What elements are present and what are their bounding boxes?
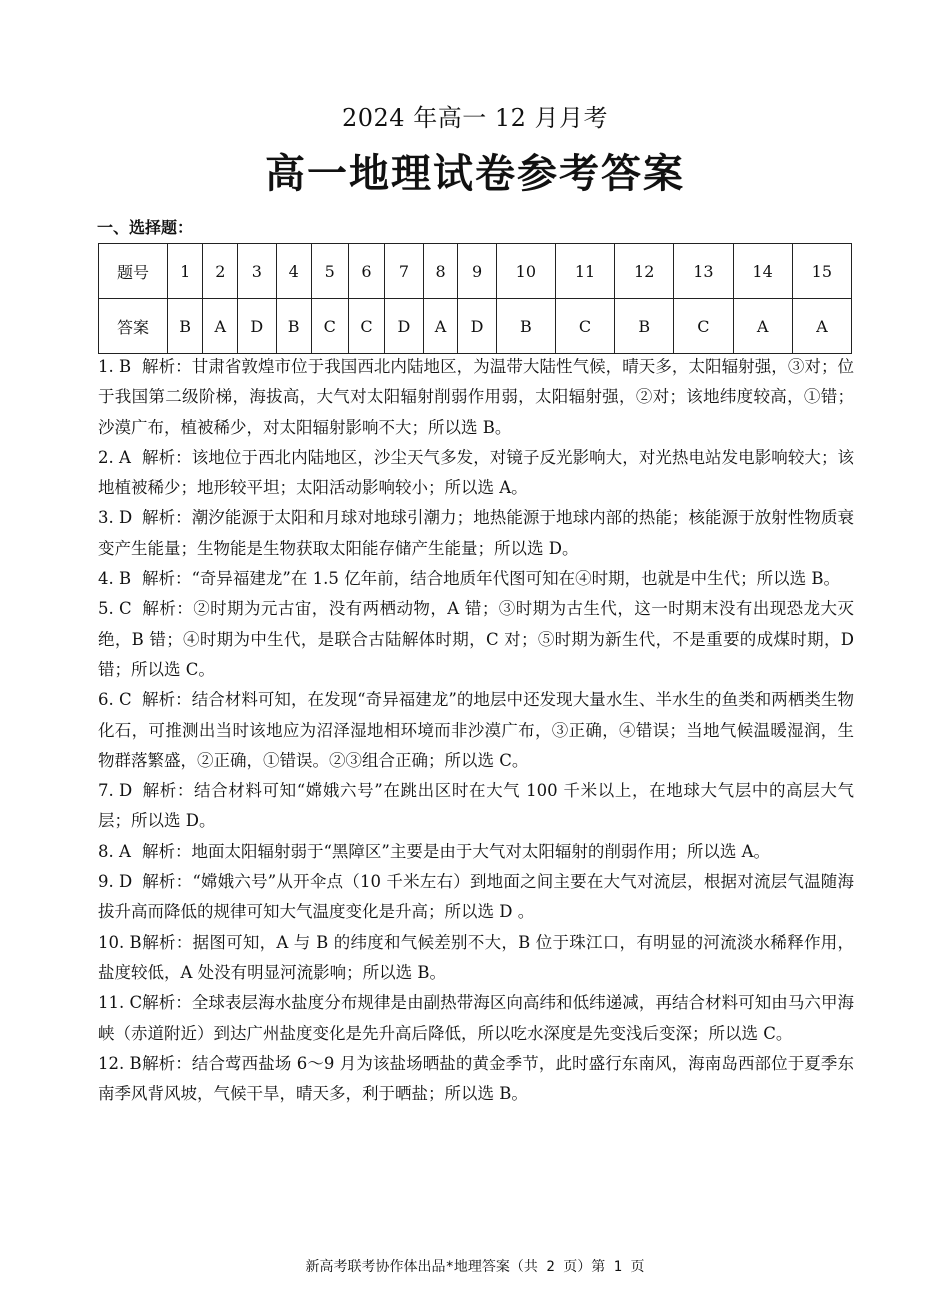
explanation-number: 1. B [98,357,132,376]
question-number-cell: 10 [496,244,555,299]
explanation-item [98,1049,854,1110]
explanation-item [98,443,854,504]
answer-cell: C [674,299,733,354]
question-number-row [99,244,852,299]
explanation-item [98,867,854,928]
explanation-text: 解析：潮汐能源于太阳和月球对地球引潮力；地热能源于地球内部的热能；核能源于放射性物质衰变产生能量；生物能是生物获取太阳能存储产生能量；所以选 D。 [98,508,854,558]
explanation-item [98,837,854,867]
explanation-text: 解析：甘肃省敦煌市位于我国西北内陆地区，为温带大陆性气候，晴天多，太阳辐射强，③对；位于我国第二级阶梯，海拔高，大气对太阳辐射削弱作用弱，太阳辐射强，②对；该地纬度较高，①错；沙漠广布，植被稀少，对太阳辐射影响不大；所以选 B。 [98,357,854,437]
answer-cell: A [423,299,458,354]
question-number-cell: 6 [348,244,385,299]
explanation-item [98,503,854,564]
explanation-number: 5. C [98,599,132,619]
answer-cell: B [168,299,203,354]
answer-row [99,299,852,354]
explanation-text: 解析：结合莺西盐场 6～9 月为该盐场晒盐的黄金季节，此时盛行东南风，海南岛西部位于夏季东南季风背风坡，气候干旱，晴天多，利于晒盐；所以选 B。 [98,1053,854,1104]
explanation-number: 11. C [98,993,143,1013]
answer-cell: B [496,299,555,354]
question-number-cell: 14 [733,244,792,299]
explanation-number: 10. B [98,932,142,952]
answer-cell: D [238,299,276,354]
question-number-cell: 15 [792,244,851,299]
page-title: 高一地理试卷参考答案 [265,151,685,197]
answer-cell: D [385,299,423,354]
question-number-cell: 3 [238,244,276,299]
explanation-item [98,685,854,776]
explanation-number: 12. B [98,1053,142,1073]
answer-cell: D [458,299,496,354]
explanation-text: 解析：该地位于西北内陆地区，沙尘天气多发，对镜子反光影响大，对光热电站发电影响较大；该地植被稀少；地形较平坦；太阳活动影响较小；所以选 A。 [98,447,854,498]
explanation-number: 4. B [98,569,132,589]
explanation-item [98,594,854,685]
explanation-text: 解析：地面太阳辐射弱于“黑障区”主要是由于大气对太阳辐射的削弱作用；所以选 A。 [142,841,771,861]
answer-table [98,243,852,354]
explanation-number: 6. C [98,690,132,710]
explanation-number: 2. A [98,447,131,467]
explanation-text: 解析：全球表层海水盐度分布规律是由副热带海区向高纬和低纬递减，再结合材料可知由马六甲海峡（赤道附近）到达广州盐度变化是先升高后降低，所以吃水深度是先变浅后变深；所以选 C。 [98,993,854,1043]
explanation-text: 解析：“奇异福建龙”在 1.5 亿年前，结合地质年代图可知在④时期，也就是中生代；所以选 B。 [142,569,840,589]
question-number-cell: 7 [385,244,423,299]
explanation-text: 解析：结合材料可知“嫦娥六号”在跳出区时在大气 100 千米以上，在地球大气层中的高层大气层；所以选 D。 [98,781,854,831]
explanation-text: 解析：②时期为元古宙，没有两栖动物，A 错；③时期为古生代，这一时期末没有出现恐龙大灭绝，B 错；④时期为中生代，是联合古陆解体时期，C 对；⑤时期为新生代，不是重要的成煤时期，D 错；所以选 C。 [98,599,854,679]
explanation-item [98,352,854,443]
explanation-item [98,988,854,1049]
explanation-number: 9. D [98,872,133,892]
explanation-text: 解析：结合材料可知，在发现“奇异福建龙”的地层中还发现大量水生、半水生的鱼类和两栖类生物化石，可推测出当时该地应为沼泽湿地相环境而非沙漠广布，③正确，④错误；当地气候温暖湿润，生物群落繁盛，②正确，①错误。②③组合正确；所以选 C。 [98,690,854,770]
answer-cell: C [311,299,348,354]
answer-cell: A [792,299,851,354]
explanation-text: 解析：据图可知，A 与 B 的纬度和气候差别不大，B 位于珠江口，有明显的河流淡水稀释作用，盐度较低，A 处没有明显河流影响；所以选 B。 [98,932,854,982]
answer-cell: B [615,299,674,354]
answer-cell: C [555,299,614,354]
explanation-item [98,776,854,837]
question-number-cell: 5 [311,244,348,299]
question-number-cell: 12 [615,244,674,299]
page-footer: 新高考联考协作体出品*地理答案（共 2 页）第 1 页 [305,1259,645,1275]
row-label-answer: 答案 [99,299,168,354]
question-number-cell: 11 [555,244,614,299]
explanation-number: 8. A [98,841,131,861]
answer-cell: B [276,299,311,354]
explanation-text: 解析：“嫦娥六号”从开伞点（10 千米左右）到地面之间主要在大气对流层，根据对流层气温随海拔升高而降低的规律可知大气温度变化是升高；所以选 D 。 [98,872,854,922]
question-number-cell: 4 [276,244,311,299]
question-number-cell: 8 [423,244,458,299]
section-heading: 一、选择题： [97,218,194,237]
explanation-item [98,564,854,594]
row-label-question-number: 题号 [99,244,168,299]
explanation-number: 3. D [98,508,133,528]
explanations-list [98,352,854,1109]
question-number-cell: 13 [674,244,733,299]
answer-cell: C [348,299,385,354]
question-number-cell: 2 [203,244,238,299]
answer-cell: A [203,299,238,354]
exam-subtitle: 2024 年高一 12 月月考 [341,104,608,132]
answer-cell: A [733,299,792,354]
explanation-number: 7. D [98,781,133,801]
question-number-cell: 9 [458,244,496,299]
question-number-cell: 1 [168,244,203,299]
explanation-item [98,928,854,989]
